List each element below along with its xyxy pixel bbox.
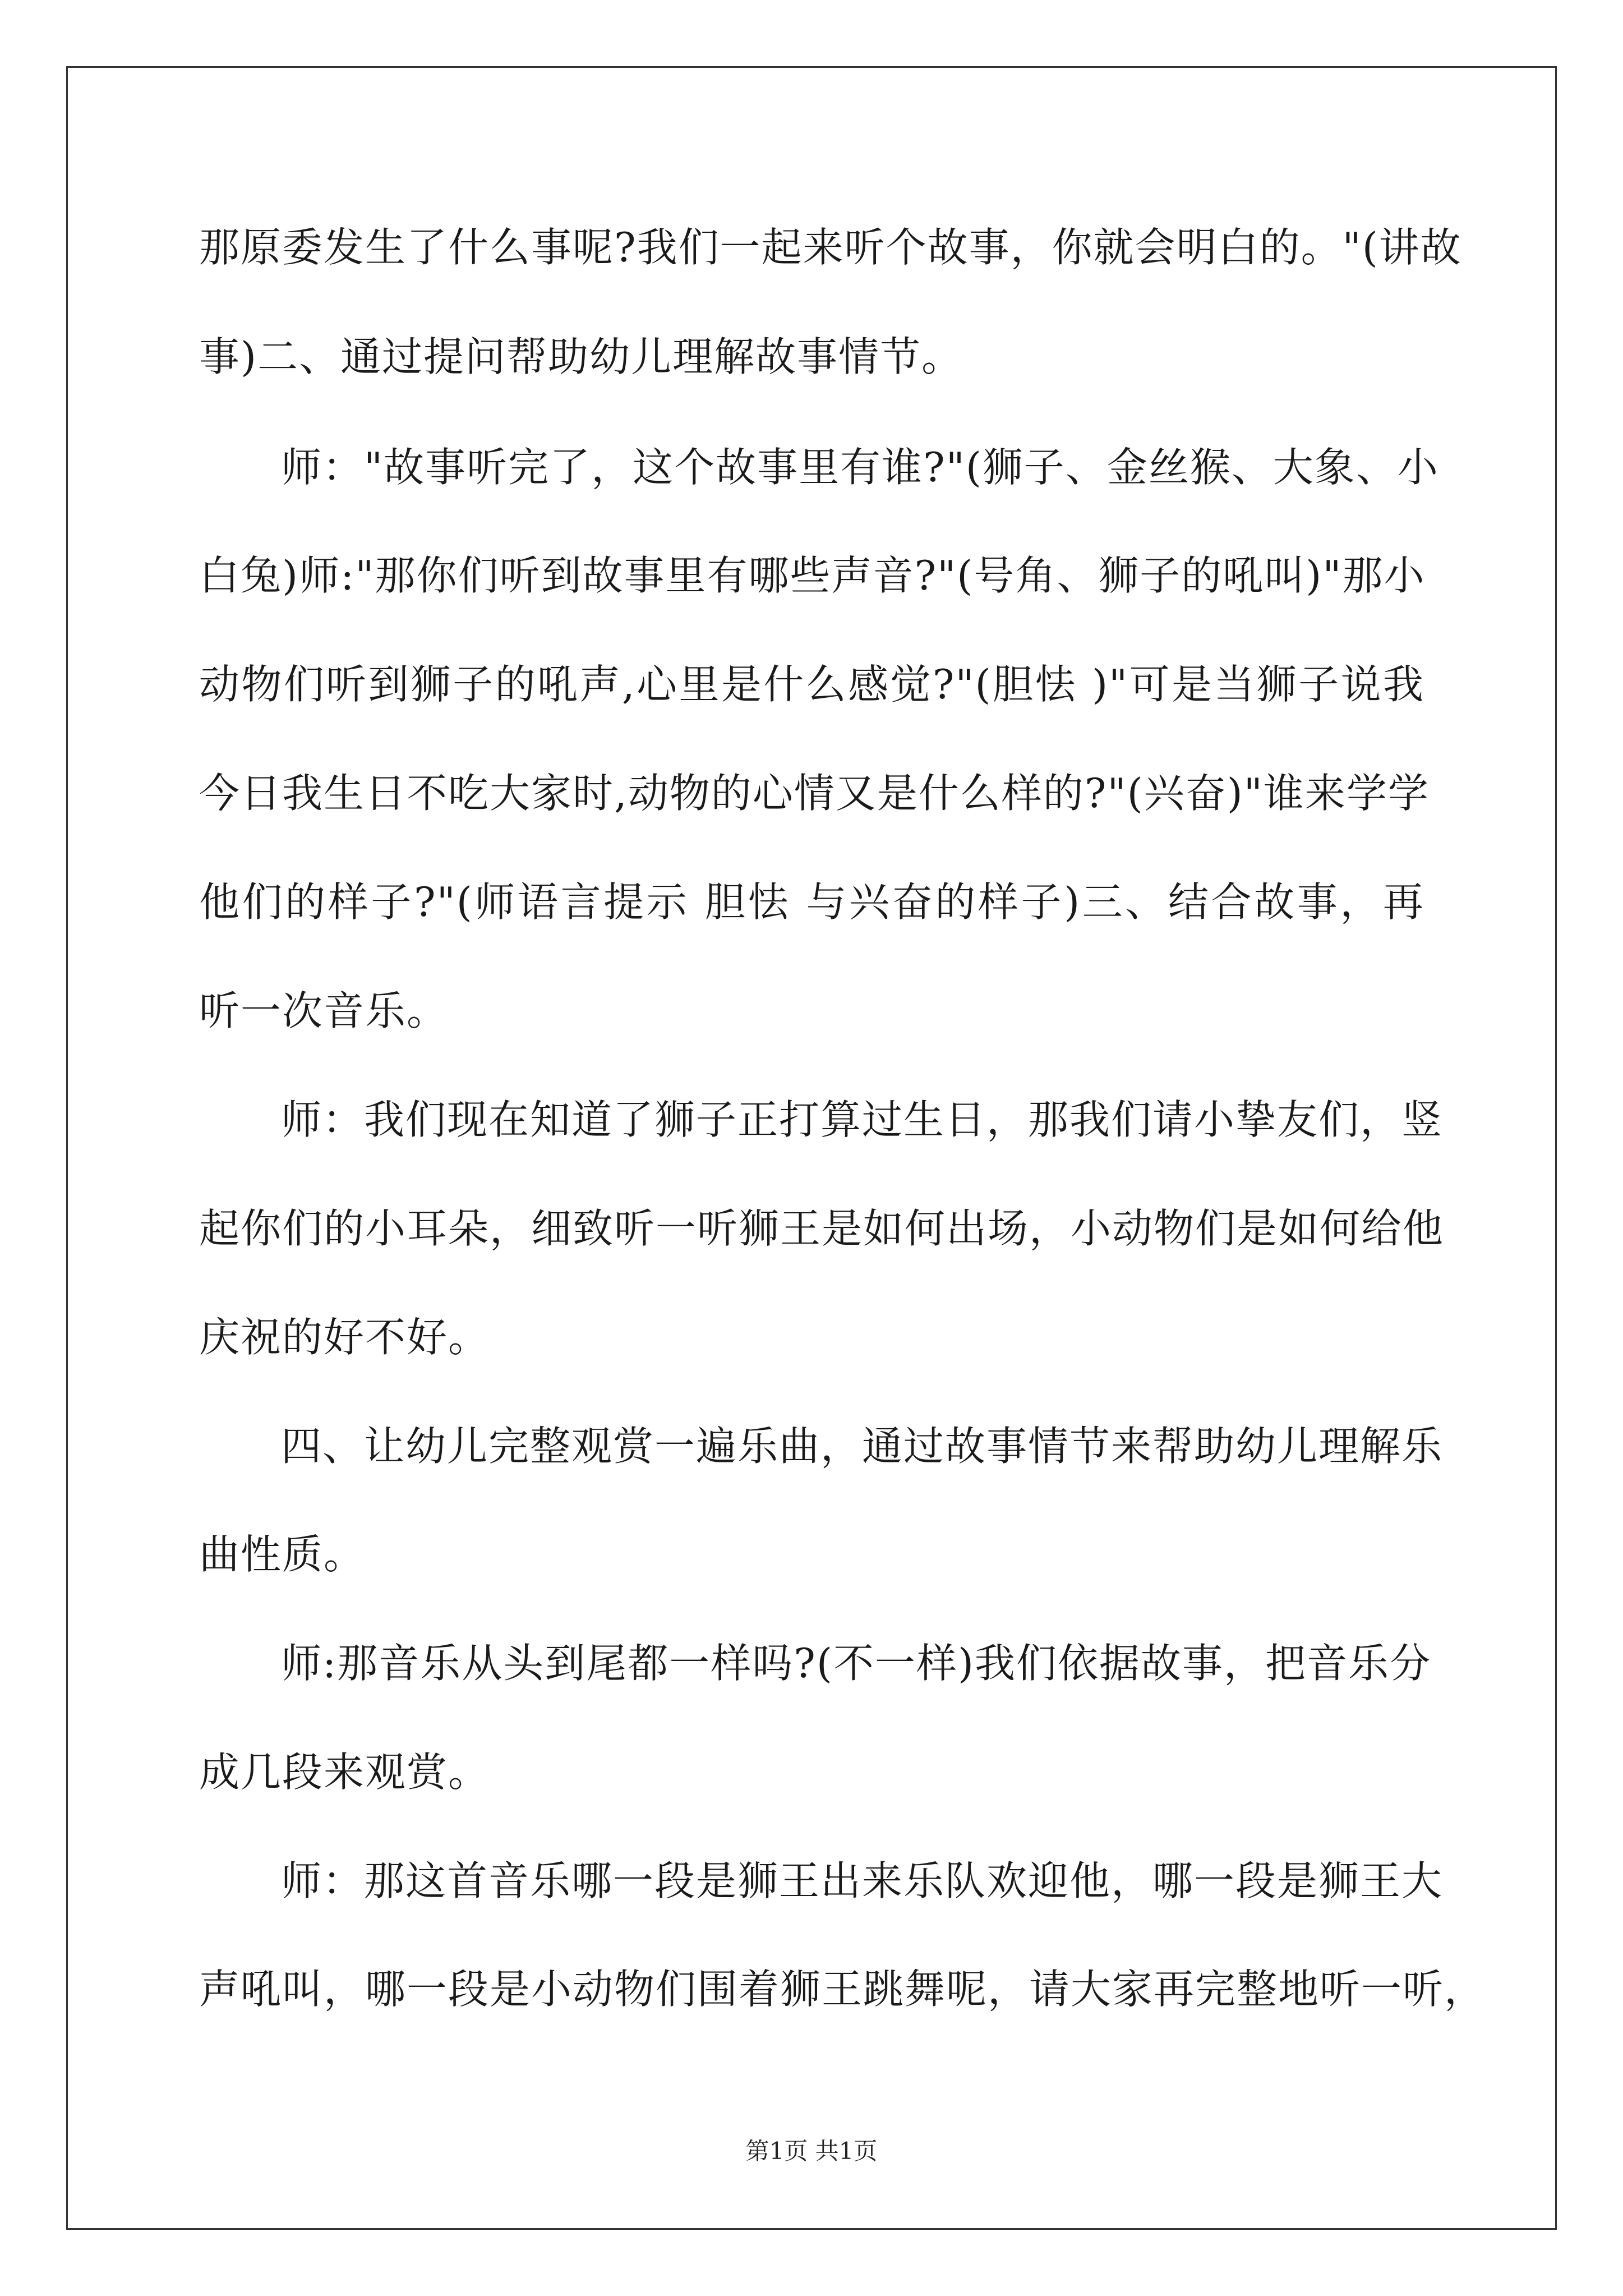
text-line: 师：我们现在知道了狮子正打算过生日，那我们请小挚友们，竖	[281, 1096, 1444, 1143]
text-line: 白兔)师:"那你们听到故事里有哪些声音?"(号角、狮子的吼叫)"那小	[199, 552, 1426, 599]
text-line: 师："故事听完了，这个故事里有谁?"(狮子、金丝猴、大象、小	[281, 444, 1439, 491]
text-line: 事)二、通过提问帮助幼儿理解故事情节。	[199, 333, 963, 380]
text-line: 他们的样子?"(师语言提示 胆怯 与兴奋的样子)三、结合故事，再	[199, 878, 1424, 926]
text-line: 声吼叫，哪一段是小动物们围着狮王跳舞呢，请大家再完整地听一听，	[199, 1966, 1486, 2013]
text-line: 师：那这首音乐哪一段是狮王出来乐队欢迎他，哪一段是狮王大	[281, 1857, 1444, 1904]
text-line: 动物们听到狮子的吼声,心里是什么感觉?"(胆怯 )"可是当狮子说我	[199, 661, 1424, 708]
text-line: 成几段来观赏。	[199, 1749, 490, 1796]
text-line: 听一次音乐。	[199, 987, 449, 1034]
text-line: 今日我生日不吃大家时,动物的心情又是什么样的?"(兴奋)"谁来学学	[199, 770, 1430, 817]
text-line: 四、让幼儿完整观赏一遍乐曲，通过故事情节来帮助幼儿理解乐	[281, 1423, 1444, 1470]
text-line: 师:那音乐从头到尾都一样吗?(不一样)我们依据故事，把音乐分	[281, 1640, 1432, 1687]
text-line: 起你们的小耳朵，细致听一听狮王是如何出场，小动物们是如何给他	[199, 1205, 1445, 1252]
page-number-footer: 第1页 共1页	[745, 2137, 878, 2165]
page-border	[66, 66, 1557, 2230]
text-line: 那原委发生了什么事呢?我们一起来听个故事，你就会明白的。"(讲故	[199, 224, 1462, 271]
text-line: 庆祝的好不好。	[199, 1314, 490, 1361]
text-line: 曲性质。	[199, 1531, 366, 1578]
